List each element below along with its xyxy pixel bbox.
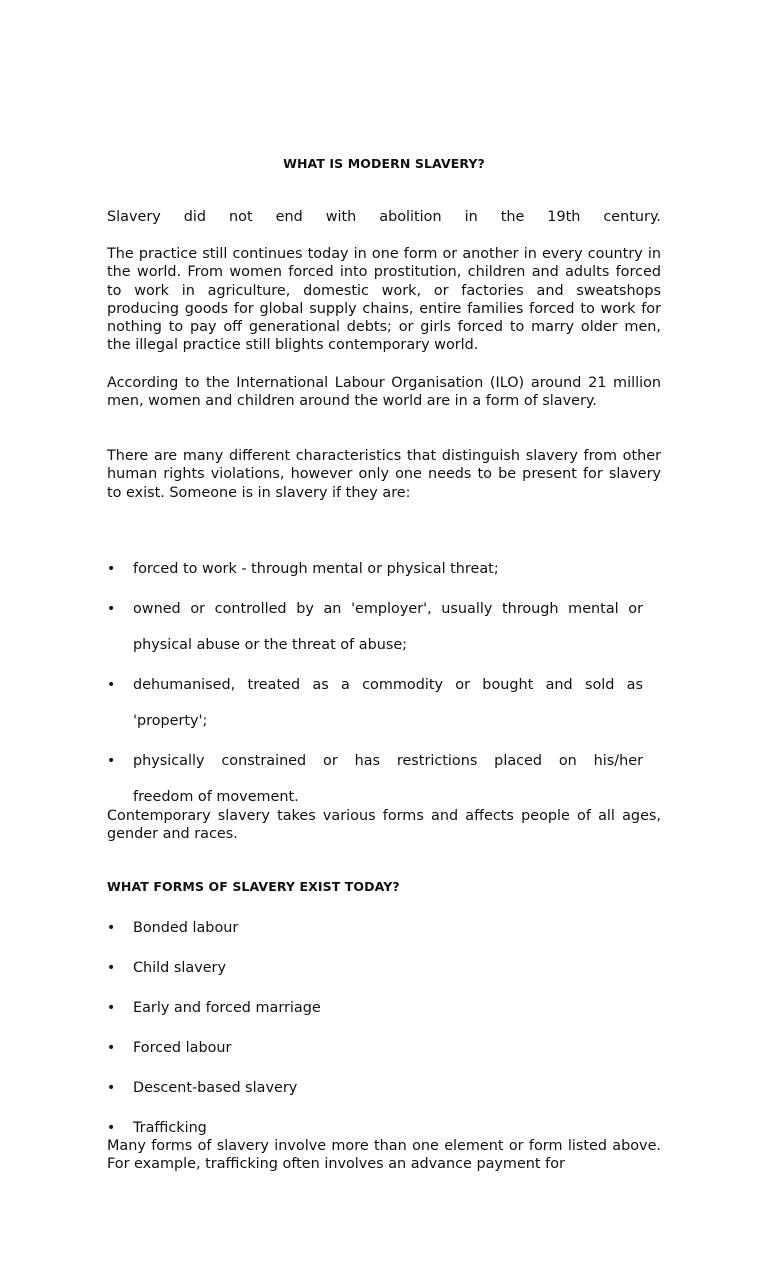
section-heading: WHAT FORMS OF SLAVERY EXIST TODAY?: [107, 879, 400, 894]
document-page: [107, 0, 661, 1265]
list-item-text: Early and forced marriage: [133, 1000, 321, 1016]
bullet-icon: •: [107, 601, 116, 617]
bullet-icon: •: [107, 1040, 116, 1056]
paragraph-practice: The practice still continues today in one form or another in every country in the world. From women forced into prostitution, children and adults forced to work in agriculture, domestic work, or factories and sweatshops producing goods for global supply chains, entire families forced to work for nothing to pay off generational debts; or girls forced to marry older men, the illegal practice still blights contemporary world.: [107, 246, 661, 354]
page-title: WHAT IS MODERN SLAVERY?: [283, 156, 485, 171]
paragraph-characteristics: There are many different characteristics that distinguish slavery from other human rights violations, however only one needs to be present for slavery to exist. Someone is in slavery if they are:: [107, 448, 661, 501]
bullet-icon: •: [107, 677, 116, 693]
bullet-icon: •: [107, 1080, 116, 1096]
paragraph-contemporary: Contemporary slavery takes various forms and affects people of all ages, gender and races.: [107, 808, 661, 843]
bullet-icon: •: [107, 960, 116, 976]
bullet-icon: •: [107, 561, 116, 577]
list-item-continuation: freedom of movement.: [133, 789, 299, 805]
list-item-text: forced to work - through mental or physical threat;: [133, 561, 499, 577]
bullet-icon: •: [107, 753, 116, 769]
list-item-text: Descent-based slavery: [133, 1080, 298, 1096]
list-item-text: owned or controlled by an 'employer', usually through mental or: [133, 601, 643, 617]
intro-line: Slavery did not end with abolition in the 19th century.: [107, 209, 661, 225]
bullet-icon: •: [107, 1120, 116, 1136]
list-item-text: Trafficking: [133, 1120, 207, 1136]
list-item-text: dehumanised, treated as a commodity or bought and sold as: [133, 677, 643, 693]
bullet-icon: •: [107, 1000, 116, 1016]
list-item-continuation: physical abuse or the threat of abuse;: [133, 637, 408, 653]
list-item-text: Child slavery: [133, 960, 226, 976]
list-item-text: Bonded labour: [133, 920, 239, 936]
list-item-text: physically constrained or has restrictions placed on his/her: [133, 753, 643, 769]
paragraph-ilo: According to the International Labour Organisation (ILO) around 21 million men, women and children around the world are in a form of slavery.: [107, 375, 661, 410]
paragraph-forms-overlap: Many forms of slavery involve more than one element or form listed above. For example, trafficking often involves an advance payment for: [107, 1138, 661, 1173]
bullet-icon: •: [107, 920, 116, 936]
list-item-text: Forced labour: [133, 1040, 232, 1056]
list-item-continuation: 'property';: [133, 713, 208, 729]
